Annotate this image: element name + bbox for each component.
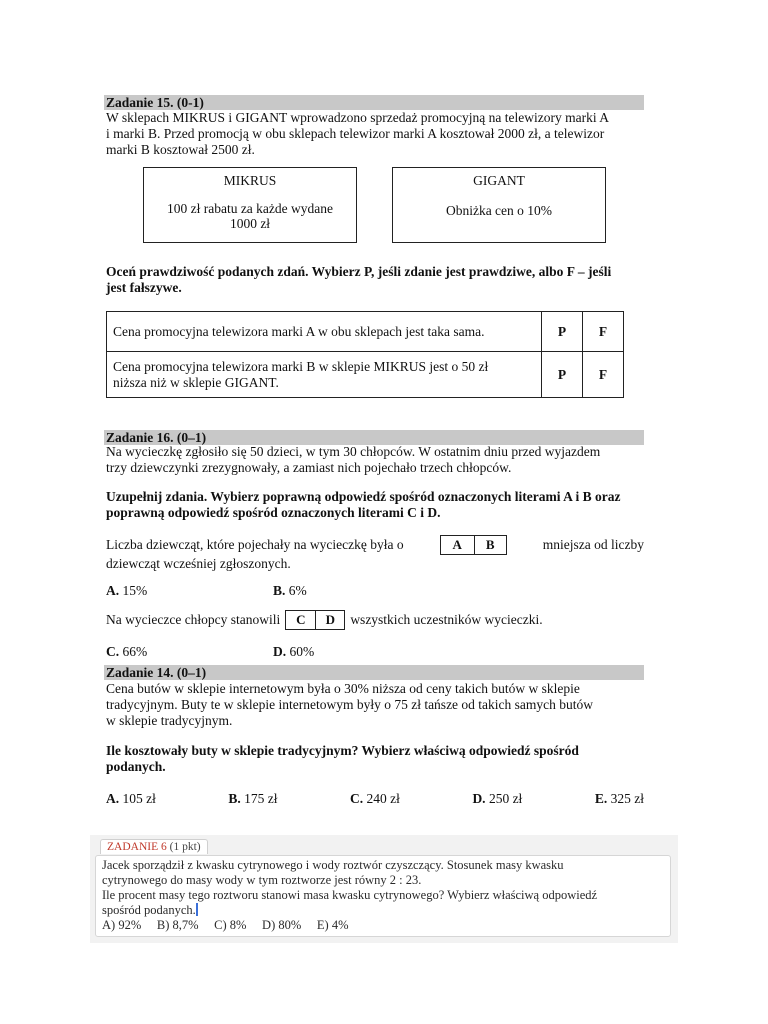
z14-option-b-letter: B. (228, 791, 241, 806)
option-b-value: 6% (288, 583, 307, 598)
z14-question (106, 743, 644, 775)
option-a-letter: A. (106, 583, 120, 598)
z15-true-false-table (106, 311, 624, 398)
statement-1: Cena promocyjna telewizora marki A w obu sklepach jest taka sama. (107, 312, 542, 352)
ab-choice-box (440, 535, 507, 555)
z14-option-d[interactable] (472, 791, 522, 807)
z6-points: (1 pkt) (169, 841, 201, 853)
option-d-value: 60% (289, 644, 315, 659)
z16-intro-line1: Na wycieczkę zgłosiło się 50 dzieci, w tym 30 chłopców. W ostatnim dniu przed wyjazdem (106, 444, 601, 459)
z14-header: Zadanie 14. (0–1) (104, 665, 644, 680)
mikrus-box (143, 167, 357, 243)
z14-intro-line2: tradycyjnym. Buty te w sklepie internetowym były o 75 zł tańsze od takich samych butów (106, 697, 594, 712)
option-d (273, 644, 314, 660)
z6-tag: ZADANIE 6 (107, 841, 167, 853)
option-b-letter: B. (273, 583, 286, 598)
z14-options (106, 791, 644, 807)
option-c (106, 644, 147, 660)
z14-option-c[interactable] (350, 791, 400, 807)
z15-intro-line3: marki B kosztował 2500 zł. (106, 142, 255, 157)
gigant-text: Obniżka cen o 10% (445, 203, 553, 218)
z15-instruction (106, 264, 644, 296)
option-a-value: 15% (122, 583, 148, 598)
table-row (107, 312, 624, 352)
z16-instruction (106, 489, 644, 521)
statement-2 (107, 352, 542, 398)
s2-part1: Na wycieczce chłopcy stanowili (106, 612, 281, 627)
z14-option-e-letter: E. (594, 791, 608, 806)
statement-2-f[interactable]: F (583, 352, 624, 398)
s1-part2: mniejsza od liczby (542, 537, 644, 552)
z15-intro (106, 110, 644, 158)
choice-d[interactable]: D (315, 611, 344, 629)
z16-instruction-line2: poprawną odpowiedź spośród oznaczonych literami C i D. (106, 505, 441, 520)
z16-header: Zadanie 16. (0–1) (104, 430, 644, 445)
z14-intro (106, 681, 644, 729)
option-a (106, 583, 147, 599)
z14-option-d-letter: D. (472, 791, 486, 806)
z14-question-line2: podanych. (106, 759, 166, 774)
statement-1-p[interactable]: P (542, 312, 583, 352)
z14-option-e[interactable] (595, 791, 644, 807)
option-b (273, 583, 307, 599)
gigant-box (392, 167, 606, 243)
option-c-value: 66% (122, 644, 148, 659)
s1-part1: Liczba dziewcząt, które pojechały na wycieczkę była o (106, 537, 404, 552)
z15-intro-line2: i marki B. Przed promocją w obu sklepach telewizor marki A kosztował 2000 zł, a telewizor (106, 126, 605, 141)
z15-instruction-line1: Oceń prawdziwość podanych zdań. Wybierz P, jeśli zdanie jest prawdziwe, albo F – jeśli (106, 264, 612, 279)
z14-option-a-value: 105 zł (122, 791, 156, 806)
z15-intro-line1: W sklepach MIKRUS i GIGANT wprowadzono sprzedaż promocyjną na telewizory marki A (106, 110, 609, 125)
z15-instruction-line2: jest fałszywe. (106, 280, 182, 295)
z6-line4-wrap (102, 903, 664, 918)
z6-line3: Ile procent masy tego roztworu stanowi masa kwasku cytrynowego? Wybierz właściwą odpowiedź (102, 888, 598, 902)
statement-1-f[interactable]: F (583, 312, 624, 352)
z14-intro-line3: w sklepie tradycyjnym. (106, 713, 233, 728)
statement-2-line2: niższa niż w sklepie GIGANT. (113, 374, 279, 390)
s2-part2: wszystkich uczestników wycieczki. (350, 612, 543, 627)
table-row (107, 352, 624, 398)
z16-intro-line2: trzy dziewczynki zrezygnowały, a zamiast nich pojechało trzech chłopców. (106, 460, 512, 475)
z6-answers: A) 92% B) 8,7% C) 8% D) 80% E) 4% (102, 918, 349, 932)
z16-instruction-line1: Uzupełnij zdania. Wybierz poprawną odpowiedź spośród oznaczonych literami A i B oraz (106, 489, 621, 504)
gigant-title: GIGANT (473, 173, 525, 188)
z6-tab (100, 839, 208, 854)
z6-card (95, 855, 671, 937)
choice-b[interactable]: B (474, 536, 506, 554)
z14-option-c-value: 240 zł (366, 791, 400, 806)
z14-intro-line1: Cena butów w sklepie internetowym była o 30% niższa od ceny takich butów w sklepie (106, 681, 580, 696)
choice-a[interactable]: A (452, 537, 462, 552)
z6-line1: Jacek sporządził z kwasku cytrynowego i wody roztwór czyszczący. Stosunek masy kwasku (102, 858, 564, 872)
mikrus-line1: 100 zł rabatu za każde wydane (166, 201, 334, 216)
statement-2-line1: Cena promocyjna telewizora marki B w sklepie MIKRUS jest o 50 zł (113, 358, 489, 374)
z15-header: Zadanie 15. (0-1) (104, 95, 644, 110)
s1-line2: dziewcząt wcześniej zgłoszonych. (106, 556, 291, 571)
z14-option-b[interactable] (228, 791, 277, 807)
z14-question-line1: Ile kosztowały buty w sklepie tradycyjnym? Wybierz właściwą odpowiedź spośród (106, 743, 579, 758)
z16-intro (106, 444, 644, 476)
cd-choice-box (285, 610, 345, 630)
z16-sentence-1 (106, 535, 644, 573)
z14-option-e-value: 325 zł (610, 791, 644, 806)
z14-option-a-letter: A. (106, 791, 120, 806)
z14-option-b-value: 175 zł (244, 791, 278, 806)
statement-2-p[interactable]: P (542, 352, 583, 398)
z6-line4: spośród podanych. (102, 903, 196, 917)
z14-option-a[interactable] (106, 791, 156, 807)
option-c-letter: C. (106, 644, 120, 659)
option-d-letter: D. (273, 644, 287, 659)
z6-line2: cytrynowego do masy wody w tym roztworze jest równy 2 : 23. (102, 873, 422, 887)
z14-option-c-letter: C. (350, 791, 364, 806)
z16-sentence-2 (106, 610, 543, 630)
choice-c[interactable]: C (296, 612, 306, 627)
z14-option-d-value: 250 zł (488, 791, 523, 806)
mikrus-title: MIKRUS (223, 173, 277, 188)
text-cursor-icon (196, 903, 198, 916)
mikrus-line2: 1000 zł (229, 216, 271, 231)
